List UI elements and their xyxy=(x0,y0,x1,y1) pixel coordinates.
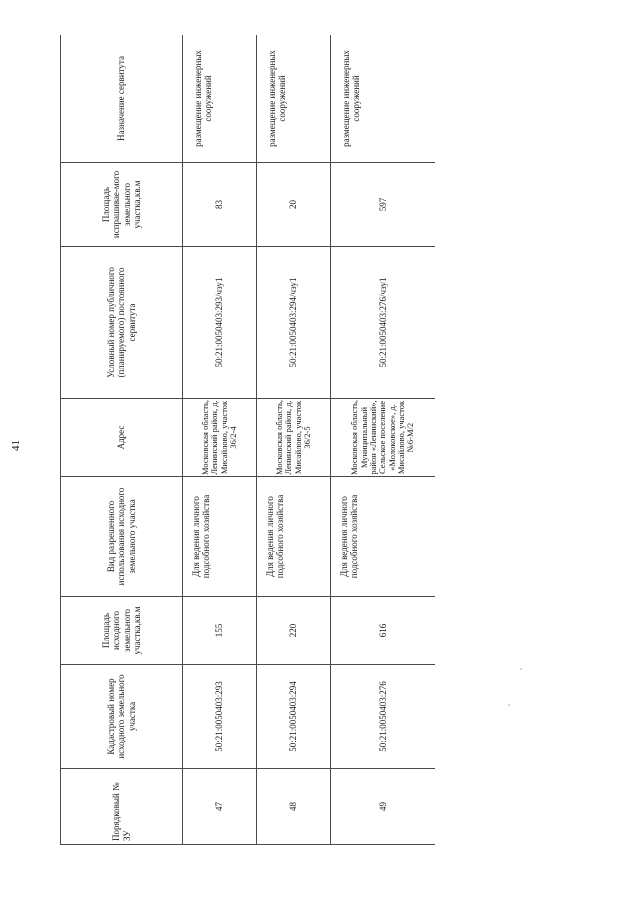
cell-servitude-number: 50:21:0050403:294/чзу1 xyxy=(257,247,331,399)
cell-permitted-use: Для ведения личного подсобного хозяйства xyxy=(183,477,257,597)
cell-cadastral-number: 50:21:0050403:294 xyxy=(257,665,331,769)
header-requested-area: Площадь испрашивае-мого земельного участка,кв.м xyxy=(61,163,183,247)
cell-cadastral-number: 50:21:0050403:293 xyxy=(183,665,257,769)
header-servitude-number: Условный номер публичного (планируемого) постоянного сервитута xyxy=(61,247,183,399)
scan-speck xyxy=(508,704,510,706)
rotated-table-container xyxy=(60,35,435,845)
header-source-area: Площадь исходного земельного участка,кв.м xyxy=(61,597,183,665)
cell-servitude-number: 50:21:0050403:276/чзу1 xyxy=(331,247,436,399)
cell-row-number: 47 xyxy=(183,769,257,845)
cell-requested-area: 20 xyxy=(257,163,331,247)
header-address: Адрес xyxy=(61,399,183,477)
cell-source-area: 155 xyxy=(183,597,257,665)
cell-permitted-use: Для ведения личного подсобного хозяйства xyxy=(331,477,436,597)
cell-row-number: 48 xyxy=(257,769,331,845)
header-row-number: Порядковый № ЗУ xyxy=(61,769,183,845)
cell-source-area: 616 xyxy=(331,597,436,665)
table-row xyxy=(183,35,257,845)
servitude-table xyxy=(60,35,435,845)
cell-permitted-use: Для ведения личного подсобного хозяйства xyxy=(257,477,331,597)
cell-cadastral-number: 50:21:0050403:276 xyxy=(331,665,436,769)
scan-speck xyxy=(520,668,522,670)
cell-requested-area: 597 xyxy=(331,163,436,247)
page-number: 41 xyxy=(10,440,22,451)
cell-address: Московская область, Муниципальный район «Ленинский», Сельское поселение «Молоковское», д. Мисайлово, участок №6-М/2 xyxy=(331,399,436,477)
cell-servitude-purpose: размещение инженерных сооружений xyxy=(331,35,436,163)
cell-requested-area: 83 xyxy=(183,163,257,247)
cell-address: Московская область, Ленинский район, д. Мисайлово, участок 36/2-5 xyxy=(257,399,331,477)
cell-servitude-purpose: размещение инженерных сооружений xyxy=(257,35,331,163)
table-header-row xyxy=(61,35,183,845)
header-servitude-purpose: Назначение сервитута xyxy=(61,35,183,163)
header-permitted-use: Вид разрешенного использования исходного земельного участка xyxy=(61,477,183,597)
cell-servitude-number: 50:21:0050403:293/чзу1 xyxy=(183,247,257,399)
servitude-table-frame xyxy=(60,35,435,845)
cell-servitude-purpose: размещение инженерных сооружений xyxy=(183,35,257,163)
cell-address: Московская область, Ленинский район, д. Мисайлово, участок 36/2-4 xyxy=(183,399,257,477)
table-row xyxy=(257,35,331,845)
cell-row-number: 49 xyxy=(331,769,436,845)
cell-source-area: 220 xyxy=(257,597,331,665)
table-row xyxy=(331,35,436,845)
header-cadastral-number: Кадастровый номер исходного земельного участка xyxy=(61,665,183,769)
